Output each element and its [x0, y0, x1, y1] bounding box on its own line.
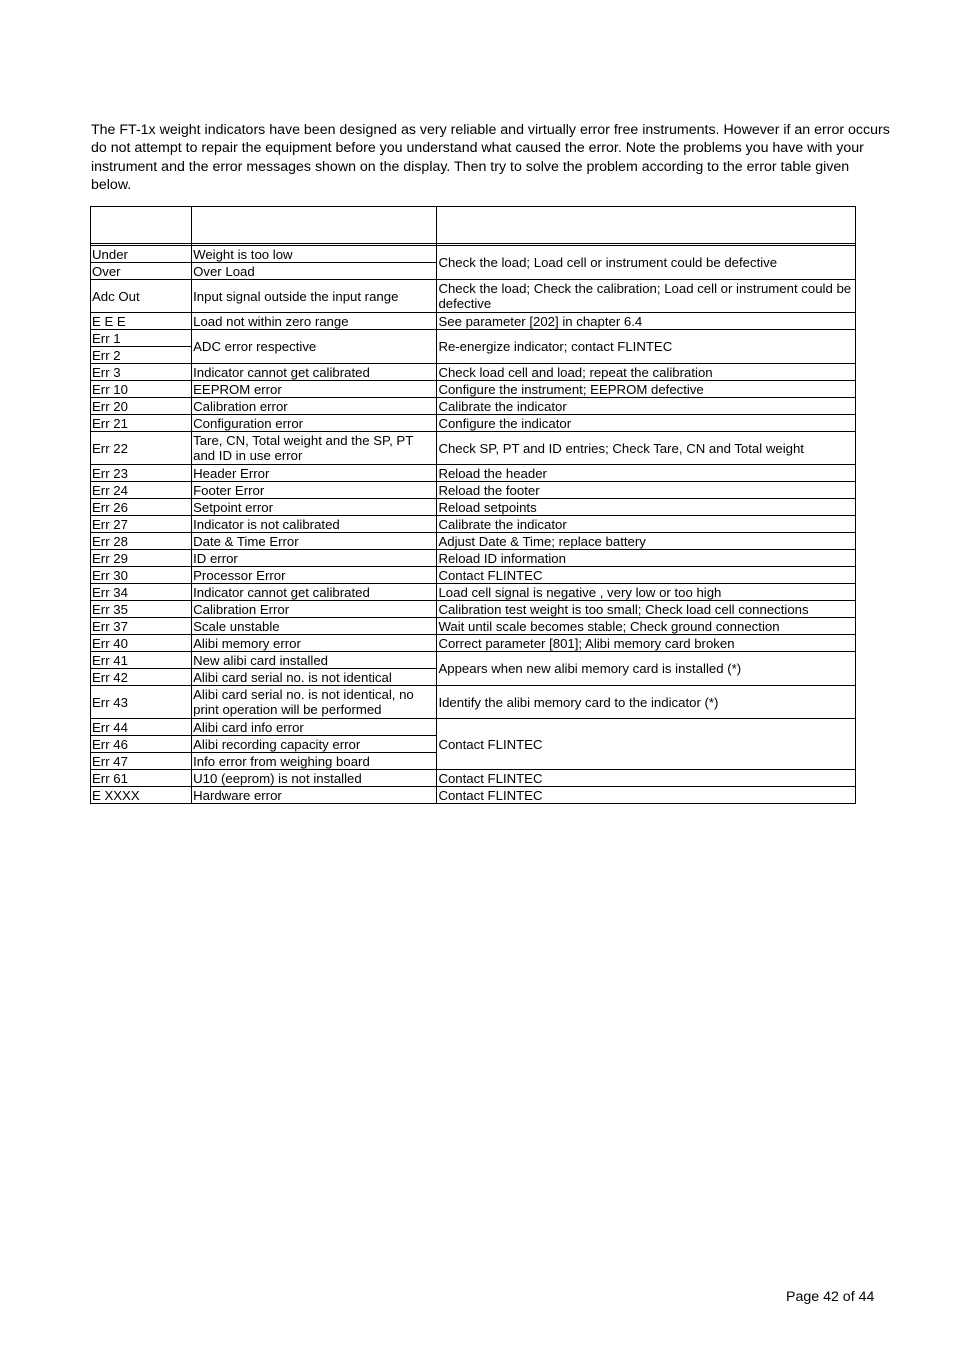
error-remedy: Reload the footer: [437, 482, 856, 499]
error-cause: Load not within zero range: [192, 313, 437, 330]
error-code: Under: [91, 246, 192, 263]
table-row: [91, 415, 856, 432]
error-cause: Calibration Error: [192, 601, 437, 618]
error-cause: U10 (eeprom) is not installed: [192, 770, 437, 787]
page-number: Page 42 of 44: [786, 1289, 875, 1305]
table-row: [91, 719, 856, 736]
error-code: Err 2: [91, 347, 192, 364]
error-remedy: Calibration test weight is too small; Check load cell connections: [437, 601, 856, 618]
error-cause: Processor Error: [192, 567, 437, 584]
table-row: [91, 686, 856, 719]
error-code: Err 24: [91, 482, 192, 499]
error-code: E E E: [91, 313, 192, 330]
error-code: Err 23: [91, 465, 192, 482]
error-cause: Info error from weighing board: [192, 753, 437, 770]
error-remedy: Identify the alibi memory card to the indicator (*): [437, 686, 856, 719]
header-cell-cause: [192, 207, 437, 244]
header-cell-code: [91, 207, 192, 244]
error-remedy: Calibrate the indicator: [437, 516, 856, 533]
error-remedy: Check load cell and load; repeat the calibration: [437, 364, 856, 381]
error-remedy: Adjust Date & Time; replace battery: [437, 533, 856, 550]
error-remedy: Load cell signal is negative , very low or too high: [437, 584, 856, 601]
error-code: Err 27: [91, 516, 192, 533]
table-row: [91, 516, 856, 533]
table-row: [91, 364, 856, 381]
error-cause: Hardware error: [192, 787, 437, 804]
error-code: Err 20: [91, 398, 192, 415]
error-cause: EEPROM error: [192, 381, 437, 398]
error-cause: ID error: [192, 550, 437, 567]
error-code: Err 47: [91, 753, 192, 770]
intro-paragraph: The FT-1x weight indicators have been designed as very reliable and virtually error free instruments. However if an error occurs do not attempt to repair the equipment before you understand what caused the error. Note the problems you have with your instrument and the error messages shown on the display. Then try to solve the problem according to the error table given below.: [91, 122, 890, 194]
header-cell-remedy: [437, 207, 856, 244]
error-code: Err 43: [91, 686, 192, 719]
error-cause: Setpoint error: [192, 499, 437, 516]
error-cause: Indicator cannot get calibrated: [192, 584, 437, 601]
error-remedy: Re-energize indicator; contact FLINTEC: [437, 330, 856, 364]
table-row: [91, 398, 856, 415]
error-remedy: Appears when new alibi memory card is installed (*): [437, 652, 856, 686]
error-code: Err 41: [91, 652, 192, 669]
table-row: [91, 601, 856, 618]
error-code: E XXXX: [91, 787, 192, 804]
error-code: Err 1: [91, 330, 192, 347]
error-cause: Indicator cannot get calibrated: [192, 364, 437, 381]
error-cause: New alibi card installed: [192, 652, 437, 669]
table-row: [91, 533, 856, 550]
error-code: Err 35: [91, 601, 192, 618]
error-remedy: Calibrate the indicator: [437, 398, 856, 415]
table-row: [91, 584, 856, 601]
error-remedy: Wait until scale becomes stable; Check ground connection: [437, 618, 856, 635]
table-header-row: [91, 207, 856, 244]
table-row: [91, 246, 856, 263]
table-row: [91, 550, 856, 567]
table-row: [91, 381, 856, 398]
error-remedy: Configure the instrument; EEPROM defective: [437, 381, 856, 398]
error-remedy: Check the load; Load cell or instrument could be defective: [437, 246, 856, 280]
error-cause: Indicator is not calibrated: [192, 516, 437, 533]
error-remedy: Reload ID information: [437, 550, 856, 567]
error-cause: Configuration error: [192, 415, 437, 432]
error-code: Err 28: [91, 533, 192, 550]
table-row: [91, 432, 856, 465]
error-code: Err 21: [91, 415, 192, 432]
error-remedy: Check SP, PT and ID entries; Check Tare, CN and Total weight: [437, 432, 856, 465]
error-code: Err 46: [91, 736, 192, 753]
error-cause: Header Error: [192, 465, 437, 482]
error-cause: Weight is too low: [192, 246, 437, 263]
error-code: Err 3: [91, 364, 192, 381]
error-remedy: Reload the header: [437, 465, 856, 482]
error-code: Err 42: [91, 669, 192, 686]
error-code: Adc Out: [91, 280, 192, 313]
table-row: [91, 465, 856, 482]
error-code: Err 10: [91, 381, 192, 398]
error-code: Err 29: [91, 550, 192, 567]
error-cause: Date & Time Error: [192, 533, 437, 550]
error-cause: Alibi memory error: [192, 635, 437, 652]
error-code: Err 44: [91, 719, 192, 736]
error-remedy: Check the load; Check the calibration; Load cell or instrument could be defective: [437, 280, 856, 313]
table-row: [91, 280, 856, 313]
error-cause: Calibration error: [192, 398, 437, 415]
error-remedy: Contact FLINTEC: [437, 787, 856, 804]
error-remedy: Reload setpoints: [437, 499, 856, 516]
table-row: [91, 635, 856, 652]
error-cause: Tare, CN, Total weight and the SP, PT and ID in use error: [192, 432, 437, 465]
error-remedy: Contact FLINTEC: [437, 567, 856, 584]
error-remedy: See parameter [202] in chapter 6.4: [437, 313, 856, 330]
table-row: [91, 567, 856, 584]
table-row: [91, 313, 856, 330]
error-code: Err 34: [91, 584, 192, 601]
error-remedy: Configure the indicator: [437, 415, 856, 432]
error-cause: Scale unstable: [192, 618, 437, 635]
table-row: [91, 652, 856, 669]
error-cause: Alibi card serial no. is not identical, no print operation will be performed: [192, 686, 437, 719]
table-row: [91, 499, 856, 516]
error-remedy: Correct parameter [801]; Alibi memory card broken: [437, 635, 856, 652]
error-code: Err 40: [91, 635, 192, 652]
error-cause: Input signal outside the input range: [192, 280, 437, 313]
error-code: Err 26: [91, 499, 192, 516]
error-code: Err 61: [91, 770, 192, 787]
table-row: [91, 330, 856, 347]
error-cause: Alibi card info error: [192, 719, 437, 736]
error-cause: ADC error respective: [192, 330, 437, 364]
error-remedy: Contact FLINTEC: [437, 719, 856, 770]
table-row: [91, 618, 856, 635]
error-code: Over: [91, 263, 192, 280]
error-code: Err 22: [91, 432, 192, 465]
table-row: [91, 770, 856, 787]
table-row: [91, 482, 856, 499]
error-table: [90, 206, 856, 804]
error-code: Err 37: [91, 618, 192, 635]
error-code: Err 30: [91, 567, 192, 584]
table-row: [91, 787, 856, 804]
error-remedy: Contact FLINTEC: [437, 770, 856, 787]
error-cause: Footer Error: [192, 482, 437, 499]
error-cause: Alibi recording capacity error: [192, 736, 437, 753]
error-cause: Alibi card serial no. is not identical: [192, 669, 437, 686]
error-cause: Over Load: [192, 263, 437, 280]
